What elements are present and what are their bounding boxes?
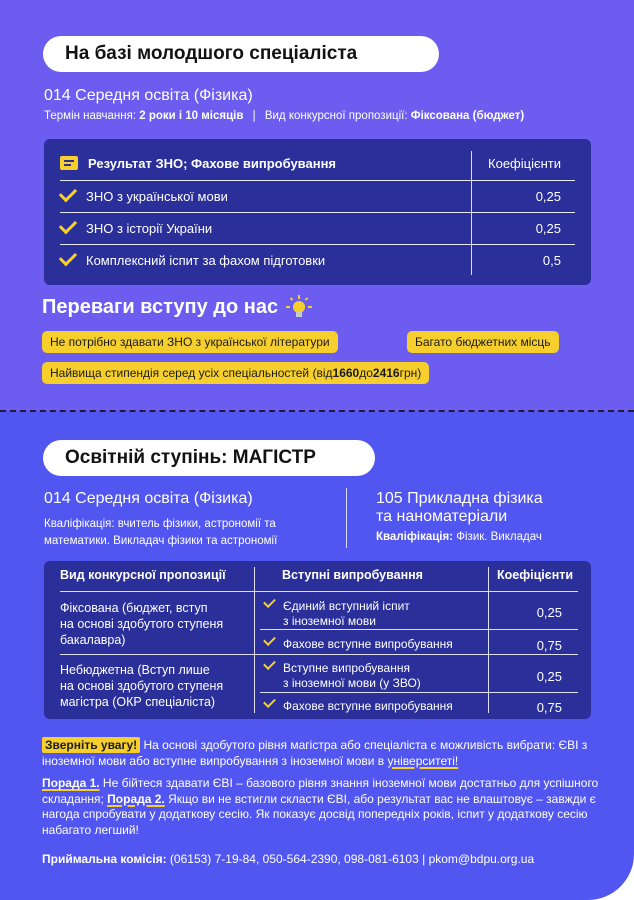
column-divider [346,488,347,548]
row-label: ЗНО з історії України [86,220,213,236]
advantage-tag-scholarship [42,362,429,384]
contacts-label: Приймальна комісія: [42,852,167,866]
col-header: Вид конкурсної пропозиції [60,568,226,582]
junior-heading [43,36,439,72]
program-line: та наноматеріали [376,508,508,525]
junior-requirements-table [44,139,591,285]
check-icon [59,248,77,266]
row-label: Комплексний іспит за фахом підготовки [86,252,326,268]
university-link[interactable]: університеті! [387,753,459,768]
contacts-value[interactable]: (06153) 7-19-84, 050-564-2390, 098-081-6103 | pkom@bdpu.org.ua [166,852,535,866]
master-left-qualification [44,516,344,550]
master-right-qualification [376,531,542,543]
header-coef: Коефіцієнти [488,155,561,171]
advantages-title-text: Переваги вступу до нас [42,296,279,318]
master-heading [43,440,375,476]
check-icon [59,216,77,234]
offer-contract [60,662,223,710]
tag-text: до [359,366,373,380]
test-line: Єдиний вступний іспит [283,599,410,613]
tag-min: 1660 [332,366,360,380]
duration-value: 2 роки і 10 місяців [139,110,244,122]
tip-2: Порада 2. [107,791,165,806]
document-icon [60,156,78,170]
master-heading-text: Освітній ступінь: МАГІСТР [65,447,316,468]
header-label: Результат ЗНО; Фахове випробування [88,155,337,171]
qual-label: Кваліфікація: [44,518,115,530]
row-divider [60,654,578,655]
junior-meta [44,110,524,122]
qual-text: математики. Викладач фізики та астрономії [44,535,278,547]
test-coef: 0,75 [536,638,562,653]
row-label: ЗНО з української мови [86,188,228,204]
notice-block [42,738,602,838]
test-item [264,599,410,629]
offer-line: магістра (ОКР спеціаліста) [60,695,216,709]
tag-text: Найвища стипендія серед усіх спеціальностей (від [50,366,333,380]
tag-max: 2416 [372,366,400,380]
check-icon [263,657,276,670]
tips-paragraph [42,776,602,838]
test-line: з іноземної мови (у ЗВО) [283,676,421,690]
junior-program: 014 Середня освіта (Фізика) [44,87,253,104]
advantage-tag: Не потрібно здавати ЗНО з української літератури [42,331,338,353]
junior-heading-text: На базі молодшого спеціаліста [65,43,358,64]
col-header: Коефіцієнти [497,568,574,582]
row-coef: 0,25 [535,220,561,236]
check-icon [59,184,77,202]
tip-text: Не бійтеся здавати ЄВІ – базового рівня знання іноземної мови достатньо для успішного складання; [42,776,599,806]
master-right-program [376,490,543,526]
test-line: з іноземної мови [283,614,376,628]
qual-label: Кваліфікація: [376,531,454,543]
admission-contacts [42,852,534,866]
table-row [60,212,575,244]
check-icon [263,633,276,646]
col-divider [254,567,255,713]
offer-line: на основі здобутого ступеня [60,617,224,631]
offer-label: Вид конкурсної пропозиції: [264,110,408,122]
duration-label: Термін навчання: [44,110,137,122]
col-header: Вступні випробування [282,568,423,582]
notice-text: На основі здобутого рівня магістра або спеціаліста є можливість вибрати: ЄВІ з іноземної мови або вступне випробування з іноземної мови в [42,738,588,768]
test-item [264,661,421,691]
master-requirements-table [44,561,591,719]
offer-line: Небюджетна (Вступ лише [60,663,210,677]
test-item [264,637,453,652]
test-line: Вступне випробування [283,661,410,675]
dashed-divider [0,410,634,412]
offer-fixed [60,600,223,648]
offer-line: на основі здобутого ступеня [60,679,224,693]
master-left-program: 014 Середня освіта (Фізика) [44,490,253,507]
program-line: 105 Прикладна фізика [376,490,543,507]
table-header-row [60,147,575,179]
notice-paragraph [42,738,602,769]
test-line: Фахове вступне випробування [283,699,453,713]
offer-line: Фіксована (бюджет, вступ [60,601,208,615]
lightbulb-icon [288,297,310,319]
advantages-title [42,296,310,319]
qual-text: Фізик. Викладач [453,531,542,543]
row-divider [260,692,578,693]
test-coef: 0,25 [536,669,562,684]
test-item [264,699,453,714]
table-row [60,244,575,276]
tip-1: Порада 1. [42,776,100,790]
advantage-tag: Багато бюджетних місць [407,331,559,353]
offer-value: Фіксована (бюджет) [410,110,525,122]
row-coef: 0,25 [535,188,561,204]
attention-badge: Зверніть увагу! [42,737,140,753]
row-coef: 0,5 [542,252,561,268]
test-coef: 0,75 [536,700,562,715]
test-line: Фахове вступне випробування [283,637,453,651]
tip-text: Якщо ви не встигли скласти ЄВІ, або результат вас не влаштовує – завжди є нагода спробувати у додаткову сесію. Як показує досвід попередніх років, іспит у додаткову сесію набагато легший! [42,791,596,837]
check-icon [263,595,276,608]
offer-line: бакалавра) [60,633,126,647]
tag-text: грн) [399,366,422,380]
test-coef: 0,25 [536,605,562,620]
meta-separator: | [252,110,256,122]
row-divider [60,591,578,592]
qual-text: вчитель фізики, астрономії та [114,518,276,530]
row-divider [260,629,578,630]
table-row [60,180,575,212]
check-icon [263,695,276,708]
